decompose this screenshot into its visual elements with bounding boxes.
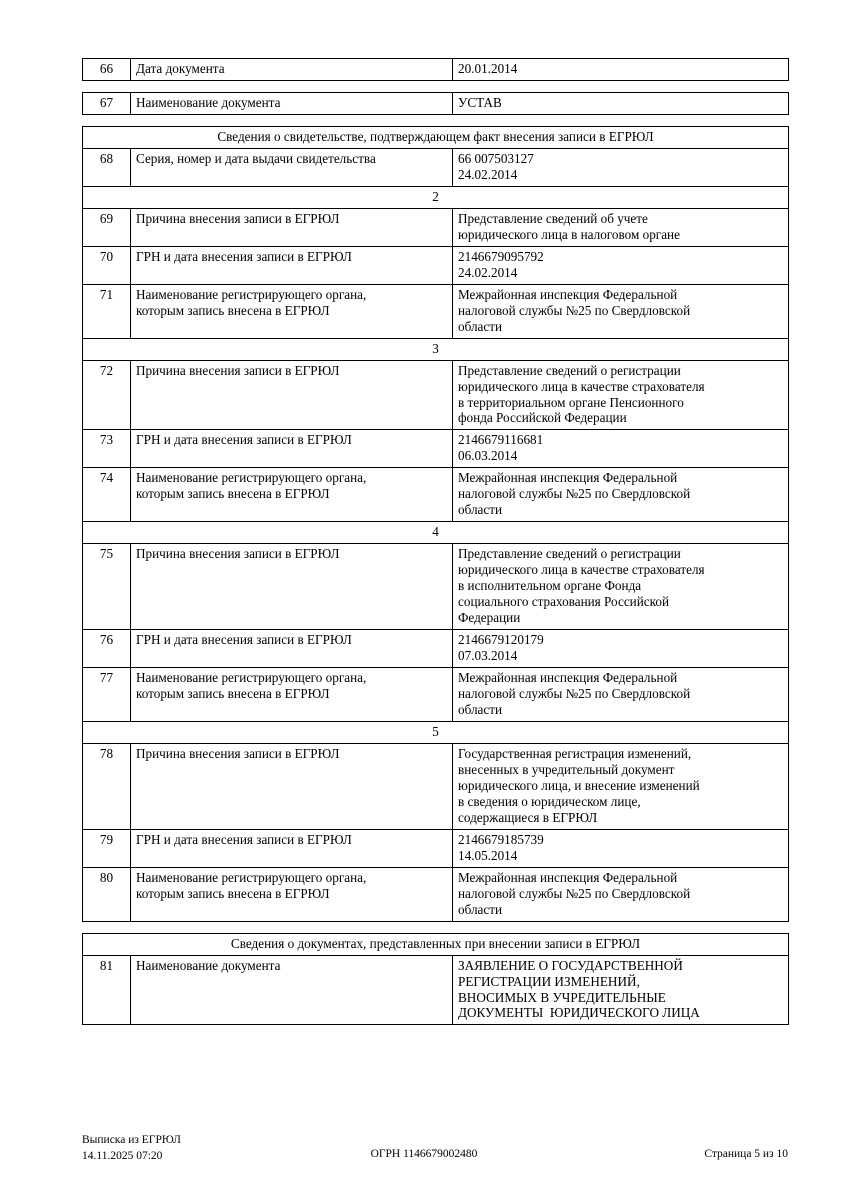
row-field-name: ГРН и дата внесения записи в ЕГРЮЛ (131, 630, 453, 668)
row-field-value: 66 007503127 24.02.2014 (453, 148, 789, 186)
row-number: 71 (83, 284, 131, 338)
table-row (83, 208, 789, 246)
row-field-name: Причина внесения записи в ЕГРЮЛ (131, 544, 453, 630)
table-spacer-row (83, 921, 789, 933)
table-row (83, 468, 789, 522)
footer-ogrn: ОГРН 1146679002480 (370, 1148, 478, 1160)
row-number: 72 (83, 360, 131, 430)
spacer-cell (83, 921, 789, 933)
footer-source-label: Выписка из ЕГРЮЛ (82, 1134, 181, 1146)
row-field-name: Наименование регистрирующего органа, которым запись внесена в ЕГРЮЛ (131, 668, 453, 722)
row-number: 68 (83, 148, 131, 186)
row-field-value: Представление сведений о регистрации юридического лица в качестве страхователя в территориальном органе Пенсионного фонда Российской Федерации (453, 360, 789, 430)
row-number: 73 (83, 430, 131, 468)
row-field-value: Представление сведений о регистрации юридического лица в качестве страхователя в исполнительном органе Фонда социального страхования Российской Федерации (453, 544, 789, 630)
table-row (83, 630, 789, 668)
record-group-row (83, 522, 789, 544)
row-number: 74 (83, 468, 131, 522)
section-header-row (83, 126, 789, 148)
row-number: 77 (83, 668, 131, 722)
row-field-name: Дата документа (131, 59, 453, 81)
table-row (83, 544, 789, 630)
row-number: 69 (83, 208, 131, 246)
row-field-value: Представление сведений об учете юридического лица в налоговом органе (453, 208, 789, 246)
table-body (83, 59, 789, 1025)
row-number: 67 (83, 92, 131, 114)
table-row (83, 360, 789, 430)
row-field-name: ГРН и дата внесения записи в ЕГРЮЛ (131, 829, 453, 867)
row-number: 80 (83, 867, 131, 921)
row-field-name: ГРН и дата внесения записи в ЕГРЮЛ (131, 430, 453, 468)
record-group-number: 4 (83, 522, 789, 544)
row-field-value: 2146679116681 06.03.2014 (453, 430, 789, 468)
row-field-name: Наименование регистрирующего органа, которым запись внесена в ЕГРЮЛ (131, 468, 453, 522)
section-title: Сведения о документах, представленных при внесении записи в ЕГРЮЛ (83, 933, 789, 955)
record-group-number: 5 (83, 721, 789, 743)
row-field-name: Наименование регистрирующего органа, которым запись внесена в ЕГРЮЛ (131, 867, 453, 921)
row-field-value: Межрайонная инспекция Федеральной налоговой службы №25 по Свердловской области (453, 284, 789, 338)
table-row (83, 955, 789, 1025)
table-row (83, 92, 789, 114)
table-spacer-row (83, 80, 789, 92)
table-row (83, 430, 789, 468)
row-field-value: УСТАВ (453, 92, 789, 114)
record-group-number: 3 (83, 338, 789, 360)
row-number: 78 (83, 743, 131, 829)
row-field-value: 20.01.2014 (453, 59, 789, 81)
row-field-value: 2146679120179 07.03.2014 (453, 630, 789, 668)
record-group-number: 2 (83, 186, 789, 208)
table-row (83, 668, 789, 722)
record-group-row (83, 186, 789, 208)
table-row (83, 59, 789, 81)
row-field-value: Межрайонная инспекция Федеральной налоговой службы №25 по Свердловской области (453, 668, 789, 722)
spacer-cell (83, 80, 789, 92)
row-number: 70 (83, 246, 131, 284)
row-field-value: Межрайонная инспекция Федеральной налоговой службы №25 по Свердловской области (453, 867, 789, 921)
row-field-name: Наименование документа (131, 92, 453, 114)
record-group-row (83, 721, 789, 743)
row-field-value: Государственная регистрация изменений, внесенных в учредительный документ юридического лица, и внесение изменений в сведения о юридическом лице, содержащиеся в ЕГРЮЛ (453, 743, 789, 829)
row-field-name: Причина внесения записи в ЕГРЮЛ (131, 360, 453, 430)
spacer-cell (83, 114, 789, 126)
row-field-name: Наименование регистрирующего органа, которым запись внесена в ЕГРЮЛ (131, 284, 453, 338)
row-number: 66 (83, 59, 131, 81)
table-row (83, 829, 789, 867)
row-field-value: 2146679185739 14.05.2014 (453, 829, 789, 867)
row-field-name: Серия, номер и дата выдачи свидетельства (131, 148, 453, 186)
footer-page-number: Страница 5 из 10 (704, 1148, 788, 1160)
row-number: 76 (83, 630, 131, 668)
row-field-name: ГРН и дата внесения записи в ЕГРЮЛ (131, 246, 453, 284)
page-footer (0, 1133, 848, 1173)
record-group-row (83, 338, 789, 360)
table-row (83, 743, 789, 829)
table-row (83, 148, 789, 186)
row-field-value: 2146679095792 24.02.2014 (453, 246, 789, 284)
row-field-value: Межрайонная инспекция Федеральной налоговой службы №25 по Свердловской области (453, 468, 789, 522)
row-number: 81 (83, 955, 131, 1025)
section-header-row (83, 933, 789, 955)
row-number: 79 (83, 829, 131, 867)
table-row (83, 867, 789, 921)
table-row (83, 246, 789, 284)
footer-generated-at: 14.11.2025 07:20 (82, 1149, 163, 1162)
table-row (83, 284, 789, 338)
row-number: 75 (83, 544, 131, 630)
row-field-name: Причина внесения записи в ЕГРЮЛ (131, 208, 453, 246)
section-title: Сведения о свидетельстве, подтверждающем факт внесения записи в ЕГРЮЛ (83, 126, 789, 148)
row-field-name: Наименование документа (131, 955, 453, 1025)
table-spacer-row (83, 114, 789, 126)
egrul-records-table (82, 58, 789, 1025)
row-field-value: ЗАЯВЛЕНИЕ О ГОСУДАРСТВЕННОЙ РЕГИСТРАЦИИ ИЗМЕНЕНИЙ, ВНОСИМЫХ В УЧРЕДИТЕЛЬНЫЕ ДОКУМЕНТЫ ЮРИДИЧЕСКОГО ЛИЦА (453, 955, 789, 1025)
row-field-name: Причина внесения записи в ЕГРЮЛ (131, 743, 453, 829)
